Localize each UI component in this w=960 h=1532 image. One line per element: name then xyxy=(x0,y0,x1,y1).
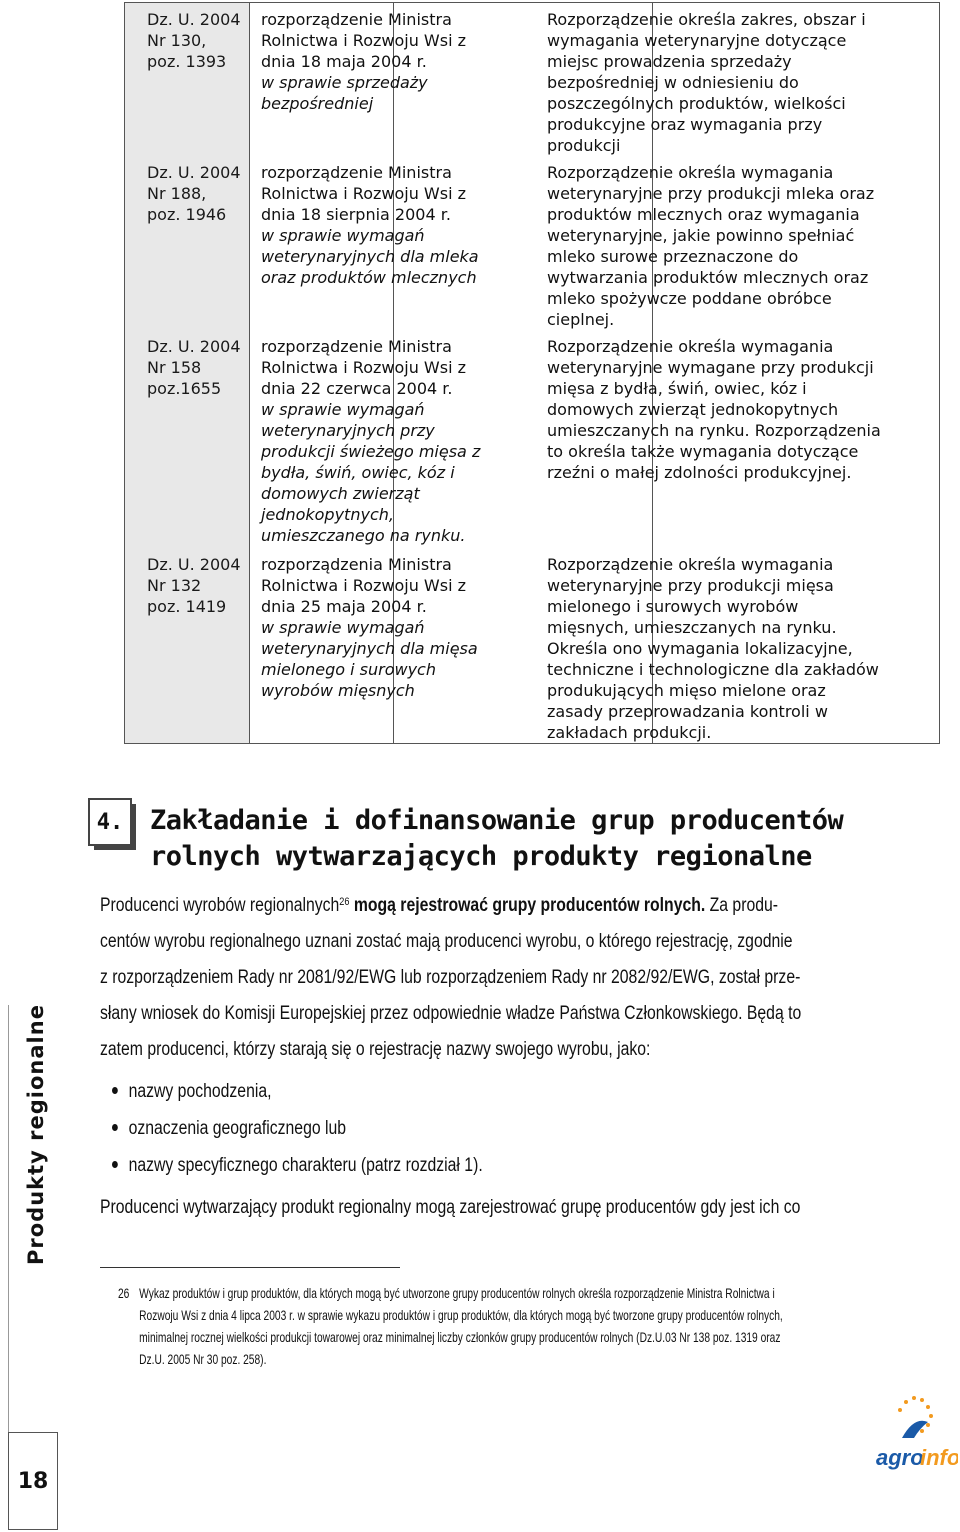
act-line: rozporządzenia Ministra xyxy=(261,555,452,574)
desc-line: Rozporządzenie określa wymagania xyxy=(547,555,834,574)
row-3-desc xyxy=(547,336,892,483)
desc-line: umieszczanych na rynku. Rozporządzenia xyxy=(547,421,881,440)
ref-line: poz.1655 xyxy=(147,379,222,398)
ref-line: Dz. U. 2004 xyxy=(147,337,241,356)
desc-line: weterynaryjne wymagane przy produkcji xyxy=(547,358,874,377)
footnote-line: Rozwoju Wsi z dnia 4 lipca 2003 r. w sprawie wykazu produktów i grup produktów, dla których mogą być tworzone grupy producentów rolnych, xyxy=(139,1307,783,1323)
paragraph-line: słany wniosek do Komisji Europejskiej przez odpowiednie władze Państwa Członkowskiego. Będą to xyxy=(100,1003,802,1024)
section-title-line: rolnych wytwarzających produkty regionalne xyxy=(150,841,812,872)
act-line: dnia 18 maja 2004 r. xyxy=(261,52,427,71)
bullet-icon xyxy=(112,1161,118,1168)
desc-line: poszczególnych produktów, wielkości xyxy=(547,94,846,113)
act-italic-line: weterynaryjnych dla mięsa xyxy=(261,639,478,658)
desc-line: weterynaryjne przy produkcji mięsa xyxy=(547,576,834,595)
desc-line: zasady przeprowadzania kontroli w xyxy=(547,702,828,721)
desc-line: domowych zwierząt jednokopytnych xyxy=(547,400,839,419)
act-line: Rolnictwa i Rozwoju Wsi z xyxy=(261,576,467,595)
list-item-text: nazwy specyficznego charakteru (patrz rozdział 1). xyxy=(128,1155,483,1176)
act-line: dnia 25 maja 2004 r. xyxy=(261,597,427,616)
row-4-desc xyxy=(547,554,892,743)
ref-line: Dz. U. 2004 xyxy=(147,555,241,574)
act-italic-line: bezpośredniej xyxy=(261,94,374,113)
desc-line: wymagania weterynaryjne dotyczące xyxy=(547,31,847,50)
section-title xyxy=(150,803,910,875)
desc-line: produkcji xyxy=(547,136,621,155)
paragraph-2: Producenci wytwarzający produkt regionalny mogą zarejestrować grupę producentów gdy jest ich co xyxy=(100,1197,801,1218)
ref-line: poz. 1393 xyxy=(147,52,227,71)
desc-line: produkujących mięso mielone oraz xyxy=(547,681,826,700)
footnote xyxy=(118,1282,921,1370)
desc-line: weterynaryjne, jakie powinno spełniać xyxy=(547,226,855,245)
row-4-ref xyxy=(147,554,247,617)
section-number: 4. xyxy=(88,798,132,846)
bullet-list xyxy=(112,1073,483,1184)
desc-line: produkcyjne oraz wymagania przy xyxy=(547,115,823,134)
desc-line: mleko surowe przeznaczone do xyxy=(547,247,799,266)
act-italic-line: w sprawie wymagań xyxy=(261,226,425,245)
desc-line: zakładach produkcji. xyxy=(547,723,712,742)
footnote-number: 26 xyxy=(118,1285,130,1301)
bullet-icon xyxy=(112,1087,118,1094)
row-1-ref xyxy=(147,9,247,72)
leaf-icon xyxy=(902,1421,928,1438)
act-italic-line: umieszczanego na rynku. xyxy=(261,526,466,545)
row-1-act xyxy=(261,9,511,114)
act-italic-line: w sprawie sprzedaży xyxy=(261,73,428,92)
desc-line: Określa ono wymagania lokalizacyjne, xyxy=(547,639,853,658)
footnote-divider xyxy=(100,1267,400,1268)
act-italic-line: jednokopytnych, xyxy=(261,505,394,524)
act-italic-line: domowych zwierząt xyxy=(261,484,420,503)
paragraph-line: z rozporządzeniem Rady nr 2081/92/EWG lub rozporządzeniem Rady nr 2082/92/EWG, został prze- xyxy=(100,967,801,988)
row-1-desc xyxy=(547,9,892,156)
act-line: Rolnictwa i Rozwoju Wsi z xyxy=(261,358,467,377)
desc-line: rzeźni o małej zdolności produkcyjnej. xyxy=(547,463,852,482)
ref-line: Dz. U. 2004 xyxy=(147,10,241,29)
list-item-text: nazwy pochodzenia, xyxy=(128,1081,272,1102)
act-italic-line: w sprawie wymagań xyxy=(261,400,425,419)
footnote-body xyxy=(139,1282,921,1370)
list-item xyxy=(112,1110,483,1147)
logo-word-agro: agro xyxy=(876,1445,924,1470)
footnote-line: Dz.U. 2005 Nr 30 poz. 258). xyxy=(139,1351,267,1367)
paragraph-1 xyxy=(100,888,801,1068)
desc-line: bezpośredniej w odniesieniu do xyxy=(547,73,799,92)
bold-text: mogą rejestrować grupy producentów rolnych. xyxy=(349,895,706,916)
agroinfo-logo xyxy=(870,1380,958,1480)
act-line: dnia 22 czerwca 2004 r. xyxy=(261,379,453,398)
desc-line: to określa także wymagania dotyczące xyxy=(547,442,859,461)
act-line: rozporządzenie Ministra xyxy=(261,337,452,356)
act-line: rozporządzenie Ministra xyxy=(261,163,452,182)
row-3-ref xyxy=(147,336,247,399)
act-line: dnia 18 sierpnia 2004 r. xyxy=(261,205,451,224)
paragraph-line: zatem producenci, którzy starają się o rejestrację nazwy swojego wyrobu, jako: xyxy=(100,1039,651,1060)
paragraph-line xyxy=(100,888,801,924)
act-line: rozporządzenie Ministra xyxy=(261,10,452,29)
ref-line: Nr 188, xyxy=(147,184,207,203)
desc-line: mielonego i surowych wyrobów xyxy=(547,597,799,616)
text-run: Za produ- xyxy=(705,895,779,916)
agroinfo-logo-graphic xyxy=(870,1380,958,1480)
desc-line: produktów mlecznych oraz wymagania xyxy=(547,205,860,224)
ref-line: poz. 1946 xyxy=(147,205,227,224)
paragraph-line: centów wyrobu regionalnego uznani zostać mają producenci wyrobu, o którego rejestrację, zgodnie xyxy=(100,931,793,952)
act-italic-line: bydła, świń, owiec, kóz i xyxy=(261,463,455,482)
row-3-act xyxy=(261,336,511,546)
ref-line: Dz. U. 2004 xyxy=(147,163,241,182)
ref-line: Nr 158 xyxy=(147,358,202,377)
act-italic-line: wyrobów mięsnych xyxy=(261,681,415,700)
footnote-line: minimalnej rocznej wielkości produkcji towarowej oraz minimalnej liczby członków grupy producentów rolnych (Dz.U.03 Nr 138 poz. 1319 oraz xyxy=(139,1329,781,1345)
act-line: Rolnictwa i Rozwoju Wsi z xyxy=(261,31,467,50)
desc-line: Rozporządzenie określa wymagania xyxy=(547,163,834,182)
row-2-act xyxy=(261,162,511,288)
ref-line: Nr 130, xyxy=(147,31,207,50)
regulations-table xyxy=(124,2,940,744)
footnote-ref[interactable]: 26 xyxy=(339,896,350,908)
desc-line: mięsnych, umieszczanych na rynku. xyxy=(547,618,837,637)
act-italic-line: w sprawie wymagań xyxy=(261,618,425,637)
row-4-act xyxy=(261,554,511,701)
desc-line: Rozporządzenie określa zakres, obszar i xyxy=(547,10,866,29)
section-number-box xyxy=(88,798,134,850)
section-title-line: Zakładanie i dofinansowanie grup producentów xyxy=(150,805,844,836)
desc-line: techniczne i technologiczne dla zakładów xyxy=(547,660,879,679)
sidebar-section-label: Produkty regionalne xyxy=(24,1004,48,1265)
list-item xyxy=(112,1073,483,1110)
row-2-ref xyxy=(147,162,247,225)
desc-line: miejsc prowadzenia sprzedaży xyxy=(547,52,792,71)
desc-line: mleko spożywcze poddane obróbce xyxy=(547,289,832,308)
act-italic-line: mielonego i surowych xyxy=(261,660,436,679)
logo-word-info: info xyxy=(920,1445,958,1470)
ref-line: Nr 132 xyxy=(147,576,202,595)
desc-line: Rozporządzenie określa wymagania xyxy=(547,337,834,356)
act-italic-line: oraz produktów mlecznych xyxy=(261,268,477,287)
act-italic-line: produkcji świeżego mięsa z xyxy=(261,442,481,461)
page-number: 18 xyxy=(8,1432,58,1530)
list-item xyxy=(112,1147,483,1184)
desc-line: weterynaryjne przy produkcji mleka oraz xyxy=(547,184,875,203)
desc-line: cieplnej. xyxy=(547,310,615,329)
desc-line: mięsa z bydła, świń, owiec, kóz i xyxy=(547,379,807,398)
ref-line: poz. 1419 xyxy=(147,597,227,616)
act-italic-line: weterynaryjnych dla mleka xyxy=(261,247,479,266)
bullet-icon xyxy=(112,1124,118,1131)
list-item-text: oznaczenia geograficznego lub xyxy=(128,1118,347,1139)
desc-line: wytwarzania produktów mlecznych oraz xyxy=(547,268,869,287)
footnote-line: Wykaz produktów i grup produktów, dla których mogą być utworzone grupy producentów rolnych określa rozporządzenie Ministra Rolnictwa i xyxy=(139,1285,775,1301)
act-line: Rolnictwa i Rozwoju Wsi z xyxy=(261,184,467,203)
text-run: Producenci wyrobów regionalnych xyxy=(100,895,340,916)
act-italic-line: weterynaryjnych przy xyxy=(261,421,435,440)
row-2-desc xyxy=(547,162,892,330)
